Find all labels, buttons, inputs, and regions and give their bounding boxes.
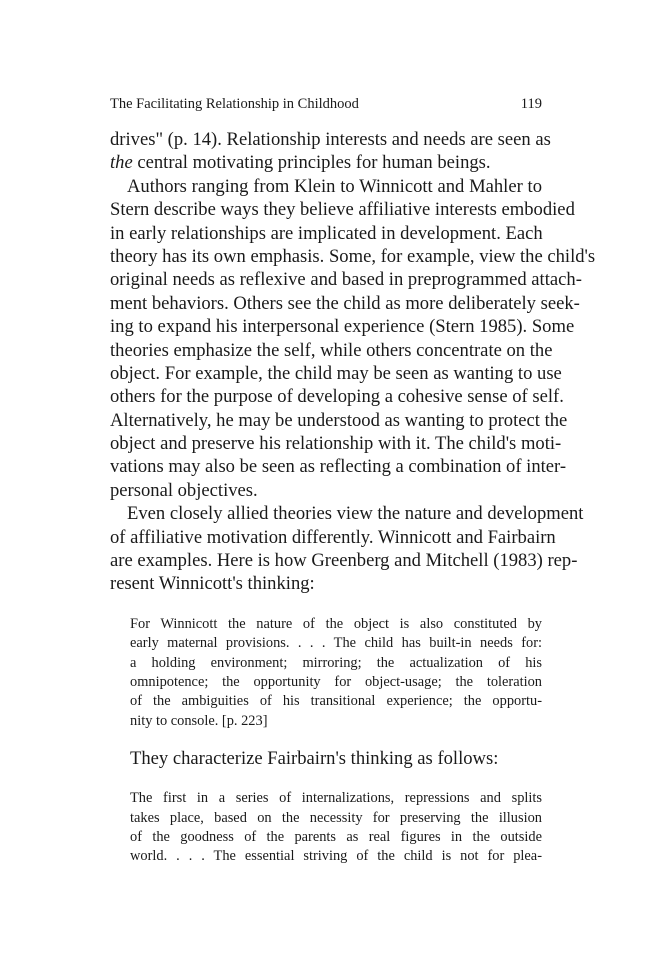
text-line: ment behaviors. Others see the child as more deliberately seek- (110, 292, 580, 314)
text-line: personal objectives. (110, 479, 258, 501)
text-line: Alternatively, he may be understood as wanting to protect the (110, 409, 568, 431)
quote-line: world. . . . The essential striving of the child is not for plea- (130, 848, 542, 865)
block-quote (130, 789, 542, 867)
text-line: others for the purpose of developing a cohesive sense of self. (110, 386, 564, 408)
running-title: The Facilitating Relationship in Childhood (110, 96, 359, 112)
text-line: ing to expand his interpersonal experience (Stern 1985). Some (110, 316, 575, 338)
text-line: Even closely allied theories view the nature and development (127, 503, 584, 525)
quote-line: takes place, based on the necessity for preserving the illusion (130, 809, 542, 826)
text-line: Stern describe ways they believe affiliative interests embodied (110, 199, 575, 221)
block-quote (130, 615, 542, 731)
italic-word: the (110, 152, 133, 174)
quote-line: nity to console. [p. 223] (130, 712, 268, 729)
text-line: drives" (p. 14). Relationship interests and needs are seen as (110, 129, 551, 150)
text-line: theory has its own emphasis. Some, for example, view the child's (110, 245, 596, 267)
quote-line: a holding environment; mirroring; the actualization of his (130, 654, 542, 671)
text-line: They characterize Fairbairn's thinking as follows: (130, 748, 499, 770)
page-number: 119 (520, 96, 542, 112)
quote-line: For Winnicott the nature of the object is also constituted by (130, 615, 542, 632)
text-line: are examples. Here is how Greenberg and Mitchell (1983) rep- (110, 550, 578, 572)
text-line: in early relationships are implicated in development. Each (110, 222, 543, 244)
text-line-rest: central motivating principles for human beings. (132, 152, 491, 174)
text-line (110, 151, 542, 174)
quote-line: of the goodness of the parents as real figures in the outside (130, 828, 542, 845)
quote-line: omnipotence; the opportunity for object-usage; the toleration (130, 673, 542, 690)
body-text (110, 128, 596, 867)
quote-line: of the ambiguities of his transitional experience; the opportu- (130, 693, 542, 710)
quote-line: early maternal provisions. . . . The child has built-in needs for: (130, 635, 542, 652)
running-header (110, 94, 542, 114)
text-line: theories emphasize the self, while others concentrate on the (110, 339, 553, 361)
text-line: vations may also be seen as reflecting a combination of inter- (110, 456, 567, 478)
text-line: Authors ranging from Klein to Winnicott and Mahler to (127, 175, 542, 197)
text-line: object and preserve his relationship with it. The child's moti- (110, 433, 562, 455)
text-line: original needs as reflexive and based in preprogrammed attach- (110, 269, 582, 291)
quote-line: The first in a series of internalizations, repressions and splits (130, 790, 542, 807)
text-line: object. For example, the child may be seen as wanting to use (110, 362, 562, 384)
text-line: resent Winnicott's thinking: (110, 573, 315, 595)
text-line: of affiliative motivation differently. Winnicott and Fairbairn (110, 526, 556, 548)
